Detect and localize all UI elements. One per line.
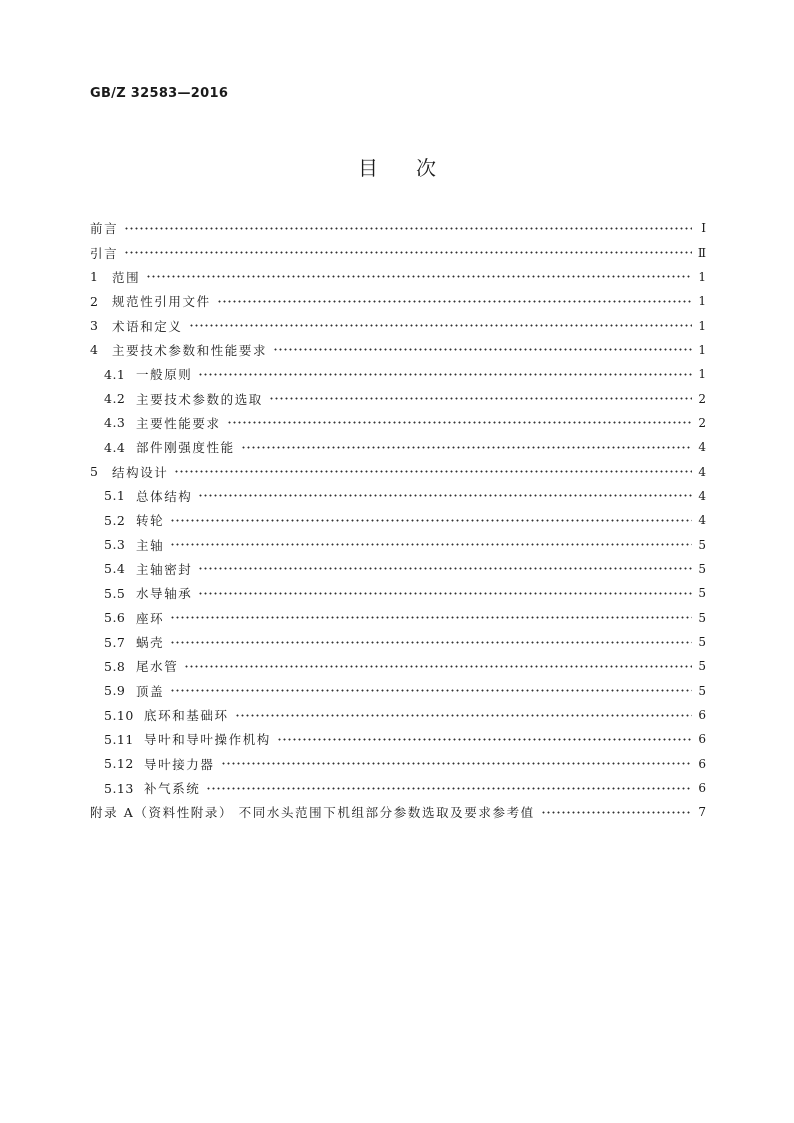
toc-entry-number: 5.4: [104, 561, 126, 577]
toc-entry[interactable]: [90, 654, 706, 678]
toc-entry-label: 水导轴承: [136, 586, 193, 602]
toc-leader-dots: [227, 421, 692, 424]
toc-entry-number: 5.13: [104, 780, 134, 796]
toc-entry-number: 4.4: [104, 439, 126, 455]
toc-entry-number: 5.2: [104, 512, 126, 528]
toc-entry-number: 5.1: [104, 488, 126, 504]
toc-entry-page: Ⅰ: [701, 221, 706, 236]
toc-entry-page: 5: [698, 561, 706, 576]
toc-entry[interactable]: [90, 532, 706, 556]
toc-leader-dots: [235, 714, 692, 717]
toc-entry[interactable]: [90, 386, 706, 410]
toc-entry[interactable]: [90, 435, 706, 459]
toc-entry-label: 术语和定义: [112, 318, 183, 334]
toc-entry-page: 2: [698, 391, 706, 406]
toc-entry-label: 顶盖: [136, 683, 165, 699]
toc-entry-label: 导叶接力器: [144, 756, 215, 772]
toc-entry-label: 导叶和导叶操作机构: [144, 732, 271, 748]
toc-leader-dots: [174, 470, 692, 473]
toc-entry-number: 3: [90, 318, 99, 334]
toc-leader-dots: [198, 567, 692, 570]
toc-leader-dots: [277, 738, 692, 741]
toc-leader-dots: [198, 373, 692, 376]
toc-entry-page: 7: [698, 805, 706, 820]
toc-entry-number: 5.7: [104, 634, 126, 650]
toc-entry-label: 一般原则: [136, 367, 193, 383]
toc-entry[interactable]: [90, 703, 706, 727]
toc-entry-label: 范围: [112, 269, 141, 285]
toc-leader-dots: [170, 519, 692, 522]
toc-entry-page: 1: [698, 318, 706, 333]
toc-entry[interactable]: [90, 289, 706, 313]
toc-entry-number: 5.6: [104, 610, 126, 626]
toc-entry-page: 5: [698, 610, 706, 625]
toc-entry[interactable]: [90, 240, 706, 264]
toc-entry[interactable]: [90, 776, 706, 800]
toc-entry[interactable]: [90, 630, 706, 654]
toc-entry-number: 4: [90, 342, 99, 358]
toc-entry-page: 4: [698, 464, 706, 479]
toc-entry-number: 4.1: [104, 366, 126, 382]
toc-entry-page: 5: [698, 537, 706, 552]
toc-entry-page: 5: [698, 586, 706, 601]
toc-entry-number: 4.2: [104, 391, 126, 407]
toc-entry[interactable]: [90, 800, 706, 824]
toc-entry-label: 蜗壳: [136, 635, 165, 651]
toc-leader-dots: [170, 641, 692, 644]
toc-leader-dots: [146, 275, 692, 278]
toc-entry[interactable]: [90, 313, 706, 337]
toc-leader-dots: [221, 762, 692, 765]
toc-entry-page: 1: [698, 367, 706, 382]
toc-entry-page: 6: [698, 732, 706, 747]
toc-leader-dots: [273, 348, 692, 351]
toc-entry[interactable]: [90, 557, 706, 581]
toc-entry-page: 1: [698, 269, 706, 284]
toc-entry-number: 5.8: [104, 658, 126, 674]
toc-entry-number: 5: [90, 464, 99, 480]
toc-entry-number: 5.3: [104, 537, 126, 553]
toc-leader-dots: [170, 689, 692, 692]
toc-entry-label: 规范性引用文件: [112, 294, 211, 310]
toc-entry-label: 附录 A（资料性附录） 不同水头范围下机组部分参数选取及要求参考值: [90, 805, 535, 821]
toc-entry-label: 转轮: [136, 513, 165, 529]
toc-entry-label: 补气系统: [144, 781, 201, 797]
toc-entry[interactable]: [90, 459, 706, 483]
toc-entry-page: 2: [698, 415, 706, 430]
toc-entry-label: 主轴密封: [136, 561, 193, 577]
toc-entry-number: 1: [90, 269, 99, 285]
toc-leader-dots: [198, 592, 692, 595]
toc-entry[interactable]: [90, 265, 706, 289]
toc-entry[interactable]: [90, 752, 706, 776]
toc-entry-number: 5.11: [104, 731, 134, 747]
toc-entry-number: 5.9: [104, 683, 126, 699]
toc-leader-dots: [189, 324, 692, 327]
toc-entry-page: 5: [698, 635, 706, 650]
toc-entry-label: 尾水管: [136, 659, 179, 675]
toc-entry-page: 6: [698, 756, 706, 771]
toc-entry-label: 底环和基础环: [144, 708, 229, 724]
toc-entry[interactable]: [90, 581, 706, 605]
table-of-contents: [90, 216, 706, 825]
toc-leader-dots: [241, 446, 692, 449]
toc-entry-number: 5.5: [104, 585, 126, 601]
toc-entry-number: 5.10: [104, 707, 134, 723]
standard-code: GB/Z 32583—2016: [90, 86, 229, 101]
toc-entry[interactable]: [90, 411, 706, 435]
toc-entry-label: 主要性能要求: [136, 415, 221, 431]
toc-leader-dots: [124, 227, 692, 230]
toc-leader-dots: [541, 811, 692, 814]
toc-entry-label: 前言: [90, 221, 119, 237]
toc-leader-dots: [184, 665, 692, 668]
toc-entry[interactable]: [90, 338, 706, 362]
toc-leader-dots: [198, 494, 692, 497]
toc-leader-dots: [124, 251, 692, 254]
toc-leader-dots: [170, 616, 692, 619]
toc-entry-number: 4.3: [104, 415, 126, 431]
toc-leader-dots: [217, 300, 692, 303]
toc-entry-page: 1: [698, 342, 706, 357]
toc-leader-dots: [206, 787, 692, 790]
toc-entry[interactable]: [90, 216, 706, 240]
toc-leader-dots: [170, 543, 692, 546]
toc-entry-label: 座环: [136, 610, 165, 626]
toc-entry-page: 6: [698, 781, 706, 796]
toc-entry-number: 2: [90, 293, 99, 309]
toc-entry[interactable]: [90, 727, 706, 751]
toc-entry-page: 1: [698, 294, 706, 309]
toc-entry-label: 部件刚强度性能: [136, 440, 235, 456]
toc-entry[interactable]: [90, 679, 706, 703]
toc-entry-page: 4: [698, 440, 706, 455]
toc-entry-label: 总体结构: [136, 488, 193, 504]
toc-entry-label: 主轴: [136, 537, 165, 553]
toc-leader-dots: [269, 397, 692, 400]
toc-entry[interactable]: [90, 508, 706, 532]
toc-entry-page: 4: [698, 513, 706, 528]
toc-entry-label: 主要技术参数的选取: [136, 391, 263, 407]
toc-entry-label: 引言: [90, 245, 119, 261]
toc-entry-page: 5: [698, 683, 706, 698]
toc-entry-page: Ⅱ: [697, 245, 706, 260]
toc-entry-label: 主要技术参数和性能要求: [112, 342, 268, 358]
toc-entry[interactable]: [90, 606, 706, 630]
toc-entry[interactable]: [90, 362, 706, 386]
toc-entry-label: 结构设计: [112, 464, 169, 480]
toc-entry-page: 4: [698, 488, 706, 503]
toc-entry-page: 5: [698, 659, 706, 674]
toc-entry-number: 5.12: [104, 756, 134, 772]
toc-entry[interactable]: [90, 484, 706, 508]
page-title: 目次: [358, 156, 474, 180]
toc-entry-page: 6: [698, 708, 706, 723]
